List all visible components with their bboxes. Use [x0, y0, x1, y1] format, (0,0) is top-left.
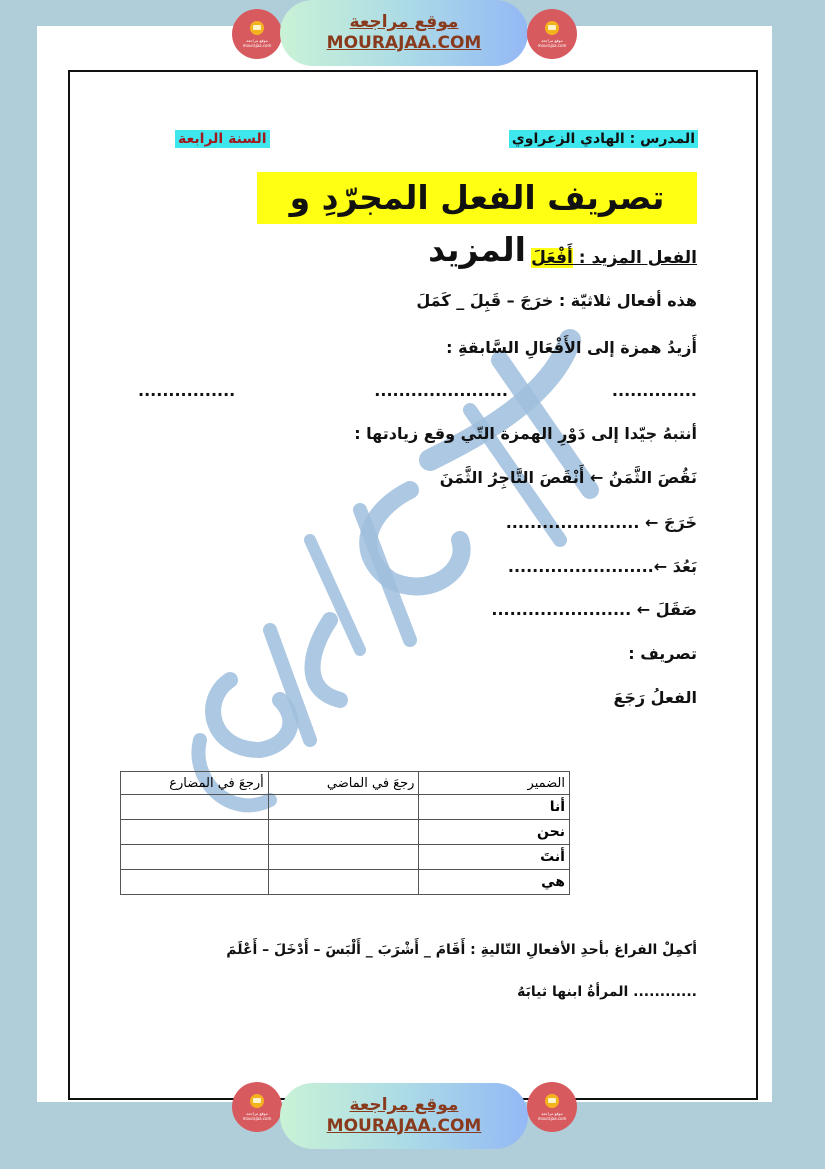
column-header-past: رجعَ في الماضي — [268, 772, 419, 795]
exercise-verb: خَرَجَ — [663, 513, 697, 532]
worksheet-title: تصريف الفعل المجرّدِ و المزيد — [257, 172, 697, 224]
banner-domain-link[interactable]: MOURAJAA.COM — [326, 33, 482, 53]
past-answer-cell[interactable] — [268, 870, 419, 895]
exercise-blank[interactable]: ...................... — [505, 513, 640, 532]
arrow-left-icon: ← — [645, 513, 659, 532]
site-badge-bottom-right[interactable] — [527, 1082, 577, 1132]
arrow-left-icon: ← — [636, 600, 651, 619]
table-row — [121, 795, 570, 820]
badge-caption: موقع مراجعة mourajaa.com — [242, 1110, 272, 1121]
past-answer-cell[interactable] — [268, 795, 419, 820]
example-line: نَقُصَ الثَّمَنُ ← أَنْقَصَ التَّاجِرُ الثَّمَنَ — [439, 468, 697, 487]
section-heading-prefix: الفعل المزيد : — [572, 248, 697, 268]
book-logo-icon — [545, 1094, 559, 1108]
book-logo-icon — [545, 21, 559, 35]
pronoun-cell: أنا — [419, 795, 570, 820]
site-badge-bottom-left[interactable] — [232, 1082, 282, 1132]
pronoun-cell: نحن — [419, 820, 570, 845]
exercise-verb: صَقَلَ — [655, 600, 697, 619]
conjugation-heading: تصريف : — [628, 644, 697, 663]
site-banner-top[interactable] — [280, 0, 528, 66]
table-header-row — [121, 772, 570, 795]
attention-instruction: أنتبهُ جيّدا إلى دَوْرِ الهمزة التّي وقع زيادتها : — [354, 424, 697, 443]
past-answer-cell[interactable] — [268, 845, 419, 870]
verb-heading: الفعلُ رَجَعَ — [613, 688, 697, 707]
badge-caption: موقع مراجعة mourajaa.com — [537, 37, 567, 48]
arrow-left-icon: ← — [653, 557, 668, 576]
badge-caption: موقع مراجعة mourajaa.com — [242, 37, 272, 48]
column-header-present: أرجعَ في المضارع — [121, 772, 269, 795]
verb-form-highlight: أَفْعَلَ — [531, 248, 573, 268]
banner-domain-link[interactable]: MOURAJAA.COM — [326, 1116, 482, 1136]
site-badge-top-left[interactable] — [232, 9, 282, 59]
banner-arabic-label[interactable]: موقع مراجعة — [349, 1095, 459, 1115]
table-row — [121, 820, 570, 845]
exercise-row — [508, 557, 697, 576]
answer-blank-2[interactable]: ...................... — [374, 381, 508, 400]
exercise-verb: بَعُدَ — [672, 557, 697, 576]
grade-level: السنة الرابعة — [175, 130, 270, 148]
badge-caption: موقع مراجعة mourajaa.com — [537, 1110, 567, 1121]
exercise-blank[interactable]: ........................ — [507, 557, 654, 576]
answer-blank-3[interactable]: ................ — [138, 381, 236, 400]
exercise-row — [491, 600, 697, 619]
present-answer-cell[interactable] — [121, 870, 269, 895]
section-heading — [531, 248, 697, 268]
exercise-blank[interactable]: ....................... — [491, 600, 632, 619]
book-logo-icon — [250, 21, 264, 35]
site-badge-top-right[interactable] — [527, 9, 577, 59]
pronoun-cell: هي — [419, 870, 570, 895]
answer-blank-1[interactable]: .............. — [611, 381, 697, 400]
present-answer-cell[interactable] — [121, 845, 269, 870]
fill-blank-sentence[interactable]: ............ المرأةُ ابنها ثيابَهُ — [517, 984, 697, 1000]
past-answer-cell[interactable] — [268, 820, 419, 845]
site-banner-bottom[interactable] — [280, 1083, 528, 1149]
banner-arabic-label[interactable]: موقع مراجعة — [349, 12, 459, 32]
present-answer-cell[interactable] — [121, 820, 269, 845]
table-row — [121, 845, 570, 870]
table-row — [121, 870, 570, 895]
conjugation-table — [120, 771, 570, 895]
add-hamza-instruction: أَزيدُ همزة إلى الأَفْعَالِ السَّابقةِ : — [446, 338, 697, 357]
column-header-pronoun: الضمير — [419, 772, 570, 795]
teacher-name: المدرس : الهادي الزعراوي — [509, 130, 698, 148]
present-answer-cell[interactable] — [121, 795, 269, 820]
pronoun-cell: أنتَ — [419, 845, 570, 870]
trilateral-verbs-line: هذه أفعال ثلاثيّة : خرَجَ – قَبِلَ _ كَمَلَ — [416, 291, 697, 310]
fill-blank-instruction: أكمِلْ الفراغ بأحدِ الأفعالِ التّاليةِ : أَقَامَ _ أَشْرَبَ _ أَلْبَسَ – أَدْخَلَ – أَعْلَمَ — [226, 942, 697, 958]
exercise-row — [506, 513, 697, 532]
book-logo-icon — [250, 1094, 264, 1108]
